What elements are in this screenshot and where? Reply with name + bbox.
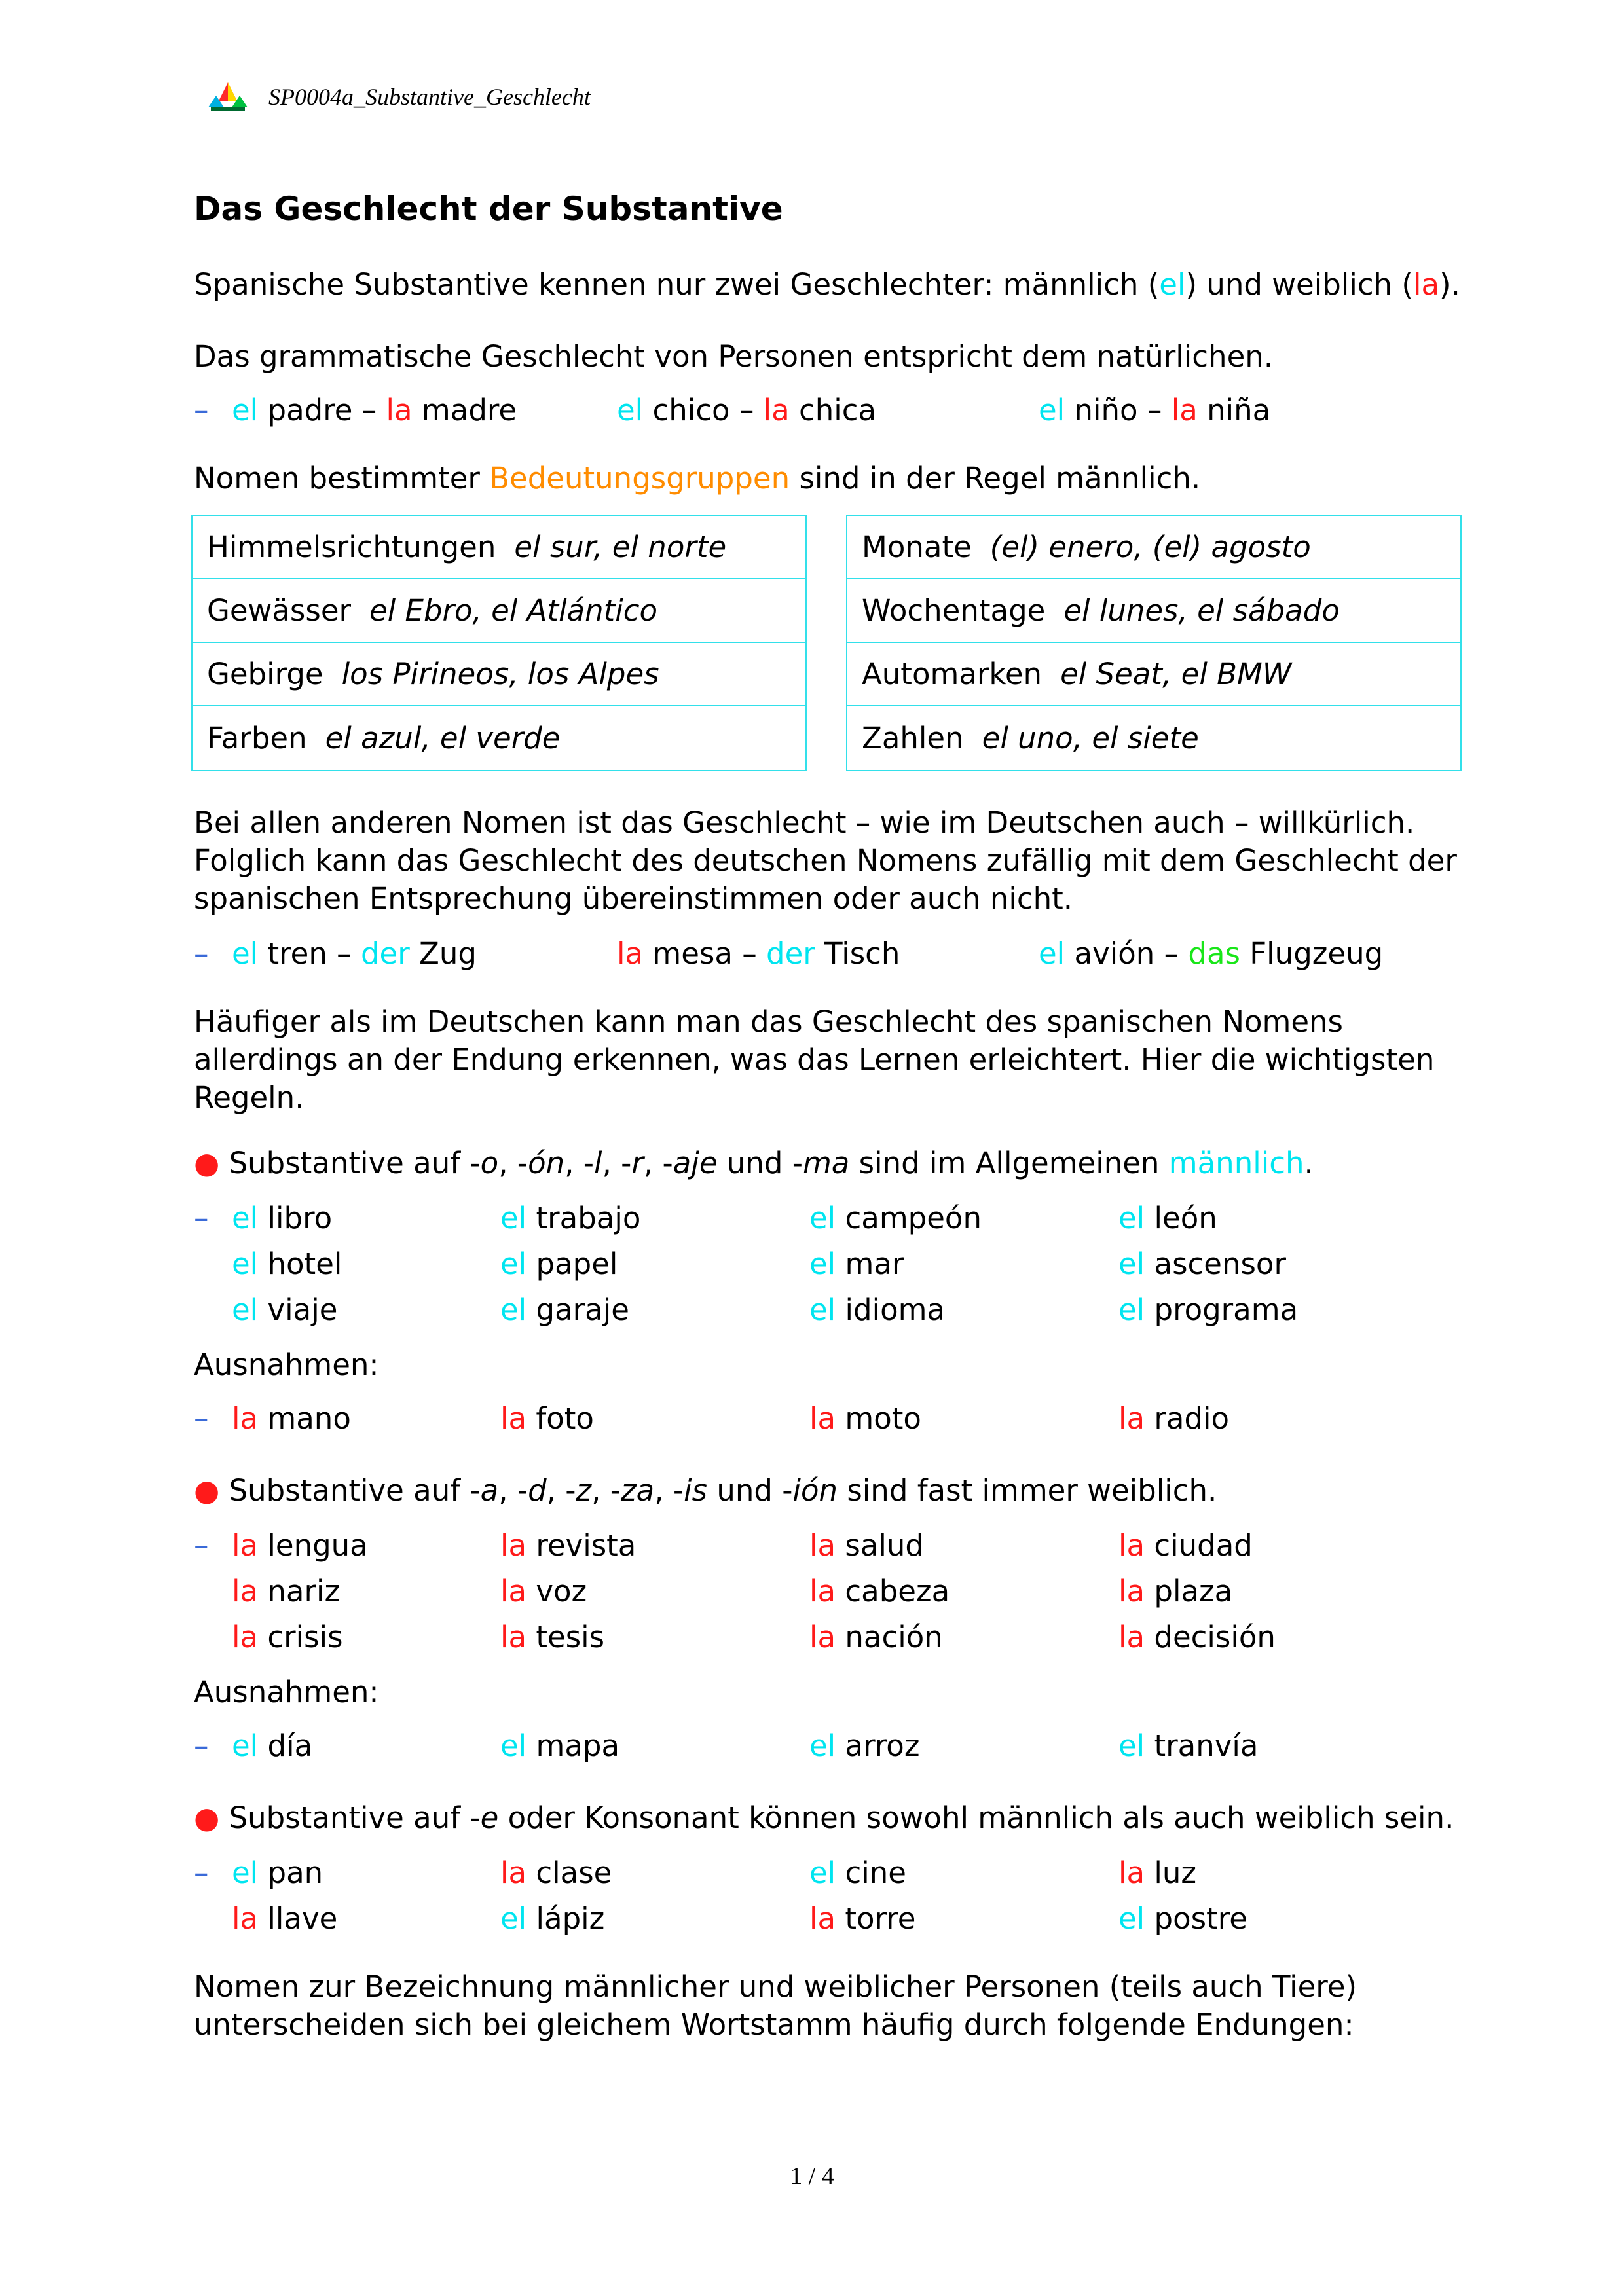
rule1-words-row <box>194 1245 1471 1283</box>
list-item: la moto <box>809 1401 921 1436</box>
rule1-words-row <box>194 1199 1471 1237</box>
list-item: el padre – la madre <box>232 393 517 428</box>
list-item: la mano <box>232 1401 351 1436</box>
list-item: el libro <box>232 1201 333 1235</box>
list-item: el león <box>1118 1201 1217 1235</box>
page-title: Das Geschlecht der Substantive <box>194 190 783 228</box>
rule3-heading: ● Substantive auf -e oder Konsonant können sowohl männlich als auch weiblich sein. <box>194 1800 1454 1835</box>
dash-marker: – <box>194 1728 209 1763</box>
list-item: el arroz <box>809 1728 920 1763</box>
dash-marker: – <box>194 1528 209 1563</box>
list-item: el avión – das Flugzeug <box>1039 936 1384 971</box>
table-row: Zahlen el uno, el siete <box>862 721 1199 756</box>
dash-marker: – <box>194 393 209 428</box>
arbitrary-text: Bei allen anderen Nomen ist das Geschlecht – wie im Deutschen auch – willkürlich. Folglich kann das Geschlecht des deutschen Nomens zufällig mit dem Geschlecht der spanischen Entsprechung übereinstimmen oder auch nicht. <box>194 805 1457 916</box>
table-row: Monate (el) enero, (el) agosto <box>847 516 1460 579</box>
list-item: la llave <box>232 1901 338 1936</box>
list-item: el mapa <box>500 1728 620 1763</box>
list-item: la decisión <box>1118 1620 1276 1654</box>
list-item: la nación <box>809 1620 943 1654</box>
list-item: el chico – la chica <box>617 393 877 428</box>
bullet-icon: ● <box>194 1146 220 1180</box>
list-item: la voz <box>500 1574 587 1609</box>
table-row: Wochentage el lunes, el sábado <box>847 579 1460 643</box>
rule2-heading: ● Substantive auf -a, -d, -z, -za, -is und -ión sind fast immer weiblich. <box>194 1473 1217 1508</box>
table-row: Gewässer el Ebro, el Atlántico <box>193 579 805 643</box>
list-item: el pan <box>232 1855 323 1890</box>
exceptions-label: Ausnahmen: <box>194 1675 379 1709</box>
persons-examples <box>194 392 1471 429</box>
list-item: el día <box>232 1728 313 1763</box>
list-item: el ascensor <box>1118 1247 1286 1281</box>
list-item: el viaje <box>232 1292 338 1327</box>
dash-marker: – <box>194 1201 209 1235</box>
pyramid-logo-icon <box>208 81 248 113</box>
rule2-words-row <box>194 1618 1471 1656</box>
list-item: la tesis <box>500 1620 605 1654</box>
list-item: la radio <box>1118 1401 1230 1436</box>
header-title: SP0004a_Substantive_Geschlecht <box>268 84 591 110</box>
endings-intro-text: Häufiger als im Deutschen kann man das Geschlecht des spanischen Nomens allerdings an der Endung erkennen, was das Lernen erleichtert. Hier die wichtigsten Regeln. <box>194 1004 1435 1115</box>
dash-marker: – <box>194 1855 209 1890</box>
list-item: la ciudad <box>1118 1528 1253 1563</box>
list-item: la crisis <box>232 1620 343 1654</box>
groups-text: Nomen bestimmter Bedeutungsgruppen sind in der Regel männlich. <box>194 461 1201 496</box>
list-item: el trabajo <box>500 1201 641 1235</box>
exceptions-label: Ausnahmen: <box>194 1347 379 1382</box>
rule2-exceptions-row <box>194 1727 1471 1765</box>
compare-examples <box>194 935 1471 973</box>
list-item: la plaza <box>1118 1574 1233 1609</box>
bullet-icon: ● <box>194 1473 220 1508</box>
table-row: Farben el azul, el verde <box>207 721 561 756</box>
table-left <box>191 515 807 771</box>
list-item: la cabeza <box>809 1574 950 1609</box>
closing-text: Nomen zur Bezeichnung männlicher und weiblicher Personen (teils auch Tiere) unterscheiden sich bei gleichem Wortstamm häufig durch folgende Endungen: <box>194 1969 1357 2042</box>
list-item: la lengua <box>232 1528 368 1563</box>
rule1-words-row <box>194 1291 1471 1329</box>
list-item: el garaje <box>500 1292 629 1327</box>
list-item: el idioma <box>809 1292 946 1327</box>
list-item: el campeón <box>809 1201 982 1235</box>
list-item: el tranvía <box>1118 1728 1259 1763</box>
list-item: el cine <box>809 1855 906 1890</box>
list-item: el papel <box>500 1247 618 1281</box>
list-item: la mesa – der Tisch <box>617 936 900 971</box>
list-item: el mar <box>809 1247 904 1281</box>
list-item: la foto <box>500 1401 594 1436</box>
list-item: la revista <box>500 1528 637 1563</box>
table-row: Automarken el Seat, el BMW <box>847 643 1460 706</box>
list-item: el tren – der Zug <box>232 936 477 971</box>
table-row: Gebirge los Pirineos, los Alpes <box>193 643 805 706</box>
list-item: el niño – la niña <box>1039 393 1271 428</box>
list-item: la torre <box>809 1901 916 1936</box>
list-item: el programa <box>1118 1292 1299 1327</box>
persons-text: Das grammatische Geschlecht von Personen entspricht dem natürlichen. <box>194 339 1274 374</box>
rule2-words-row <box>194 1573 1471 1611</box>
rule2-words-row <box>194 1527 1471 1565</box>
rule1-exceptions-row <box>194 1400 1471 1438</box>
dash-marker: – <box>194 1401 209 1436</box>
list-item: el postre <box>1118 1901 1247 1936</box>
table-row: Himmelsrichtungen el sur, el norte <box>193 516 805 579</box>
list-item: el lápiz <box>500 1901 605 1936</box>
table-right <box>846 515 1462 771</box>
page-header <box>208 77 591 117</box>
list-item: la luz <box>1118 1855 1197 1890</box>
rule3-words-row <box>194 1900 1471 1938</box>
bullet-icon: ● <box>194 1800 220 1835</box>
dash-marker: – <box>194 936 209 971</box>
list-item: el hotel <box>232 1247 342 1281</box>
list-item: la salud <box>809 1528 924 1563</box>
rule3-words-row <box>194 1854 1471 1892</box>
page-number: 1 / 4 <box>790 2162 834 2190</box>
rule1-heading: ● Substantive auf -o, -ón, -l, -r, -aje und -ma sind im Allgemeinen männlich. <box>194 1146 1314 1180</box>
intro-text: Spanische Substantive kennen nur zwei Geschlechter: männlich (el) und weiblich (la). <box>194 267 1460 302</box>
list-item: la clase <box>500 1855 612 1890</box>
list-item: la nariz <box>232 1574 341 1609</box>
